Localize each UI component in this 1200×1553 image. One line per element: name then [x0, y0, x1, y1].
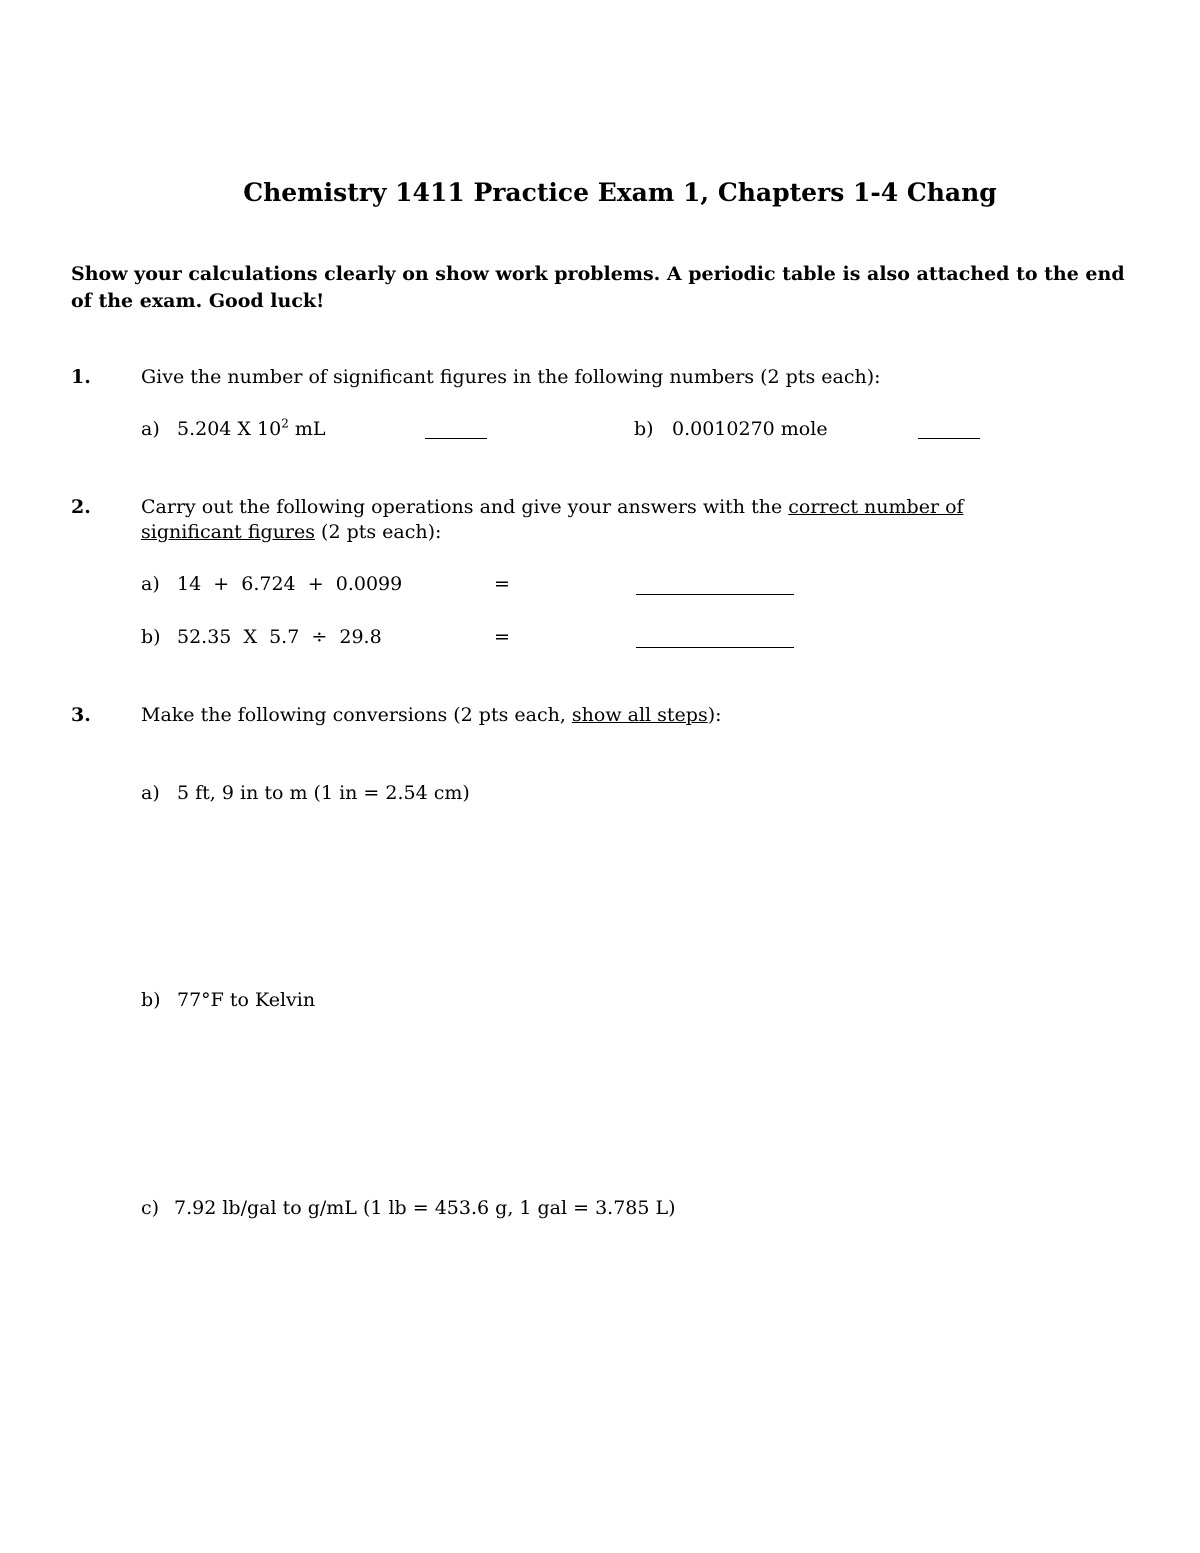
exam-instructions: Show your calculations clearly on show work problems. A periodic table is also attached to the end of the exam. Good luck!: [71, 263, 1125, 312]
q1a-exponent: 2: [281, 416, 289, 431]
question-1-number: 1.: [71, 366, 91, 388]
q1a-mantissa: 5.204 X 10: [177, 418, 282, 440]
q2b-equals: =: [494, 626, 510, 648]
question-2-prompt-line1: [141, 496, 964, 518]
q1b-label: b): [634, 418, 654, 440]
question-2-prompt-line2: [141, 521, 441, 543]
q2-prompt-underlined-2: significant figures: [141, 521, 316, 543]
q1a-label: a): [141, 418, 160, 440]
question-3-number: 3.: [71, 704, 91, 726]
q1a-text: [177, 418, 326, 440]
q3a-label: a): [141, 782, 160, 804]
question-3-prompt: [141, 704, 722, 726]
q2-prompt-underlined-1: correct number of: [788, 496, 964, 518]
question-1-prompt: Give the number of significant figures in the following numbers (2 pts each):: [141, 366, 881, 388]
q3b-label: b): [141, 989, 161, 1011]
question-2-number: 2.: [71, 496, 91, 518]
q2-prompt-end: (2 pts each):: [315, 521, 442, 543]
q2b-label: b): [141, 626, 161, 648]
q3-prompt-end: ):: [707, 704, 722, 726]
q2b-answer-blank[interactable]: [636, 647, 794, 648]
q1a-unit: mL: [288, 418, 326, 440]
q2a-equals: =: [494, 573, 510, 595]
q1b-text: 0.0010270 mole: [672, 418, 828, 440]
page-title: Chemistry 1411 Practice Exam 1, Chapters 1-4 Chang: [243, 178, 997, 207]
q2a-label: a): [141, 573, 160, 595]
q2-prompt-start: Carry out the following operations and give your answers with the: [141, 496, 789, 518]
q2a-expression: 14 + 6.724 + 0.0099: [177, 573, 403, 595]
q1a-answer-blank[interactable]: [425, 438, 487, 439]
q1b-answer-blank[interactable]: [918, 438, 980, 439]
q3-prompt-underlined: show all steps: [571, 704, 708, 726]
q3b-text: 77°F to Kelvin: [177, 989, 316, 1011]
q2b-expression: 52.35 X 5.7 ÷ 29.8: [177, 626, 382, 648]
q3-prompt-start: Make the following conversions (2 pts each,: [141, 704, 572, 726]
q2a-answer-blank[interactable]: [636, 594, 794, 595]
q3a-text: 5 ft, 9 in to m (1 in = 2.54 cm): [177, 782, 470, 804]
q3c-label: c): [141, 1197, 160, 1219]
q3c-text: 7.92 lb/gal to g/mL (1 lb = 453.6 g, 1 gal = 3.785 L): [174, 1197, 676, 1219]
